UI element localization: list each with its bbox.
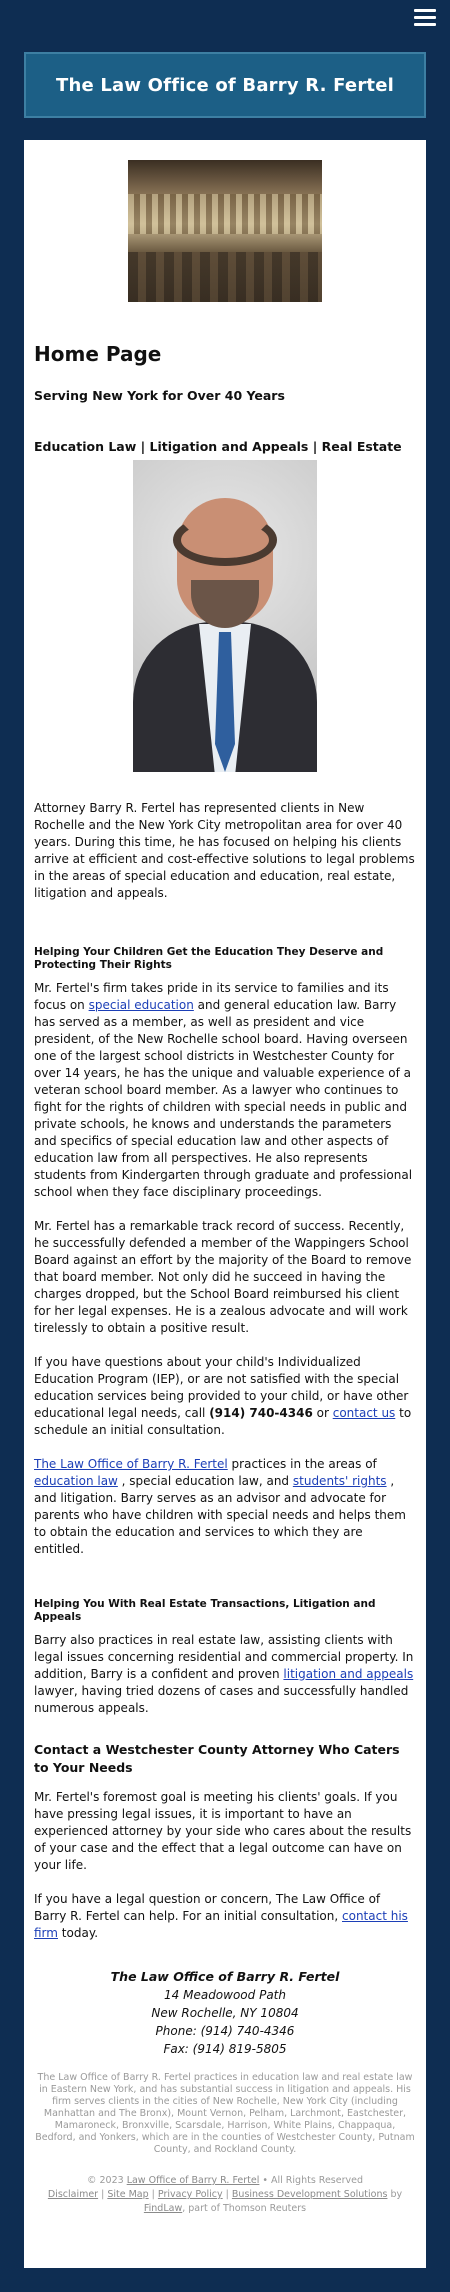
- contact-us-link[interactable]: contact us: [332, 1406, 396, 1420]
- site-header: [24, 52, 426, 118]
- education-paragraph-2: Mr. Fertel has a remarkable track record of success. Recently, he successfully defended a member of the Wappingers School Board against an effort by the majority of the Board to remove that board member. Not only did he succeed in having the charges dropped, but the School Board reimbursed his client for her legal expenses. He is a zealous advocate and will work tirelessly to obtain a positive result.: [34, 1219, 412, 1335]
- firm-name-title[interactable]: The Law Office of Barry R. Fertel: [56, 74, 394, 96]
- footer-links: Disclaimer | Site Map | Privacy Policy | Business Development Solutions by: [47, 2189, 403, 2200]
- education-paragraph-4: The Law Office of Barry R. Fertel practices in the areas of education law , special education law, and students' rights , and litigation. Barry serves as an advisor and advocate for parents who have children with special needs and helps them to obtain the education and services to which they are entitled.: [34, 1457, 406, 1556]
- education-section-heading: Helping Your Children Get the Education They Deserve and Protecting Their Rights: [34, 946, 384, 971]
- address-block: [34, 1968, 416, 2058]
- contact-firm-link[interactable]: contact his firm: [34, 1909, 408, 1940]
- litigation-appeals-link[interactable]: litigation and appeals: [283, 1667, 414, 1681]
- footer-firm-link[interactable]: Law Office of Barry R. Fertel: [126, 2175, 260, 2186]
- business-development-link[interactable]: Business Development Solutions: [231, 2189, 388, 2200]
- practice-areas-line: Education Law | Litigation and Appeals | Real Estate: [34, 439, 402, 454]
- findlaw-line: FindLaw, part of Thomson Reuters: [143, 2203, 307, 2214]
- copyright-line: © 2023 Law Office of Barry R. Fertel • All Rights Reserved: [86, 2175, 364, 2186]
- privacy-policy-link[interactable]: Privacy Policy: [157, 2189, 223, 2200]
- attorney-portrait-image: [133, 460, 317, 772]
- real-estate-paragraph: Barry also practices in real estate law, assisting clients with legal issues concerning residential and commercial property. In addition, Barry is a confident and proven litigation and appeals lawyer, having tried dozens of cases and successfully handled numerous appeals.: [34, 1633, 414, 1715]
- education-law-link[interactable]: education law: [34, 1474, 118, 1488]
- findlaw-link[interactable]: FindLaw: [143, 2203, 183, 2214]
- disclaimer-link[interactable]: Disclaimer: [47, 2189, 99, 2200]
- firm-link[interactable]: The Law Office of Barry R. Fertel: [34, 1457, 228, 1471]
- tagline: Serving New York for Over 40 Years: [34, 388, 285, 403]
- education-paragraph-1: Mr. Fertel's firm takes pride in its service to families and its focus on special education and general education law. Barry has served as a member, as well as president and vice president, of the New Rochelle school board. Having overseen one of the largest school districts in Westchester County for over 14 years, he has the unique and valuable experience of a veteran school board member. As a lawyer who continues to fight for the rights of children with special needs in public and private schools, he knows and understands the parameters and specifics of special education law and other aspects of education law from all perspectives. He also represents students from Kindergarten through graduate and professional school when they face disciplinary proceedings.: [34, 981, 413, 1199]
- library-banner-image: [128, 160, 322, 302]
- contact-paragraph-2: If you have a legal question or concern, The Law Office of Barry R. Fertel can help. For an initial consultation, contact his firm today.: [34, 1892, 408, 1940]
- top-bar: [0, 0, 450, 42]
- main-content: [24, 140, 426, 2268]
- address-phone: Phone: (914) 740-4346: [155, 2024, 295, 2038]
- page-title: Home Page: [34, 342, 162, 366]
- address-firm-name: The Law Office of Barry R. Fertel: [110, 1969, 340, 1984]
- address-city: New Rochelle, NY 10804: [151, 2006, 299, 2020]
- real-estate-section-heading: Helping You With Real Estate Transactions, Litigation and Appeals: [34, 1598, 376, 1623]
- service-area-disclaimer: The Law Office of Barry R. Fertel practices in education law and real estate law in Eastern New York, and has substantial success in litigation and appeals. His firm serves clients in the cities of New Rochelle, New York City (including Manhattan and The Bronx), Mount Vernon, Pelham, Larchmont, Eastchester, Mamaroneck, Bronxville, Scarsdale, Harrison, White Plains, Chappaqua, Bedford, and Yonkers, which are in the counties of Westchester County, Putnam County, and Rockland County.: [35, 2072, 415, 2155]
- site-map-link[interactable]: Site Map: [107, 2189, 149, 2200]
- footer: [34, 2174, 416, 2216]
- contact-paragraph-1: Mr. Fertel's foremost goal is meeting his clients' goals. If you have pressing legal issues, it is important to have an experienced attorney by your side who cares about the results of your case and the effect that a legal outcome can have on your life.: [34, 1790, 412, 1872]
- special-education-link[interactable]: special education: [88, 998, 194, 1012]
- phone-number: (914) 740-4346: [209, 1406, 313, 1420]
- address-fax: Fax: (914) 819-5805: [163, 2042, 287, 2056]
- education-paragraph-3: If you have questions about your child's Individualized Education Program (IEP), or are not satisfied with the special education services being provided to your child, or have other educational legal needs, call (914) 740-4346 or contact us to schedule an initial consultation.: [34, 1355, 412, 1437]
- intro-paragraph: Attorney Barry R. Fertel has represented clients in New Rochelle and the New York City metropolitan area for over 40 years. During this time, he has focused on helping his clients arrive at efficient and cost-effective solutions to legal problems in the areas of special education and education, real estate, litigation and appeals.: [34, 801, 415, 900]
- address-street: 14 Meadowood Path: [164, 1988, 286, 2002]
- hamburger-menu-icon[interactable]: [414, 9, 436, 27]
- students-rights-link[interactable]: students' rights: [292, 1474, 387, 1488]
- contact-section-heading: Contact a Westchester County Attorney Who Caters to Your Needs: [34, 1742, 400, 1775]
